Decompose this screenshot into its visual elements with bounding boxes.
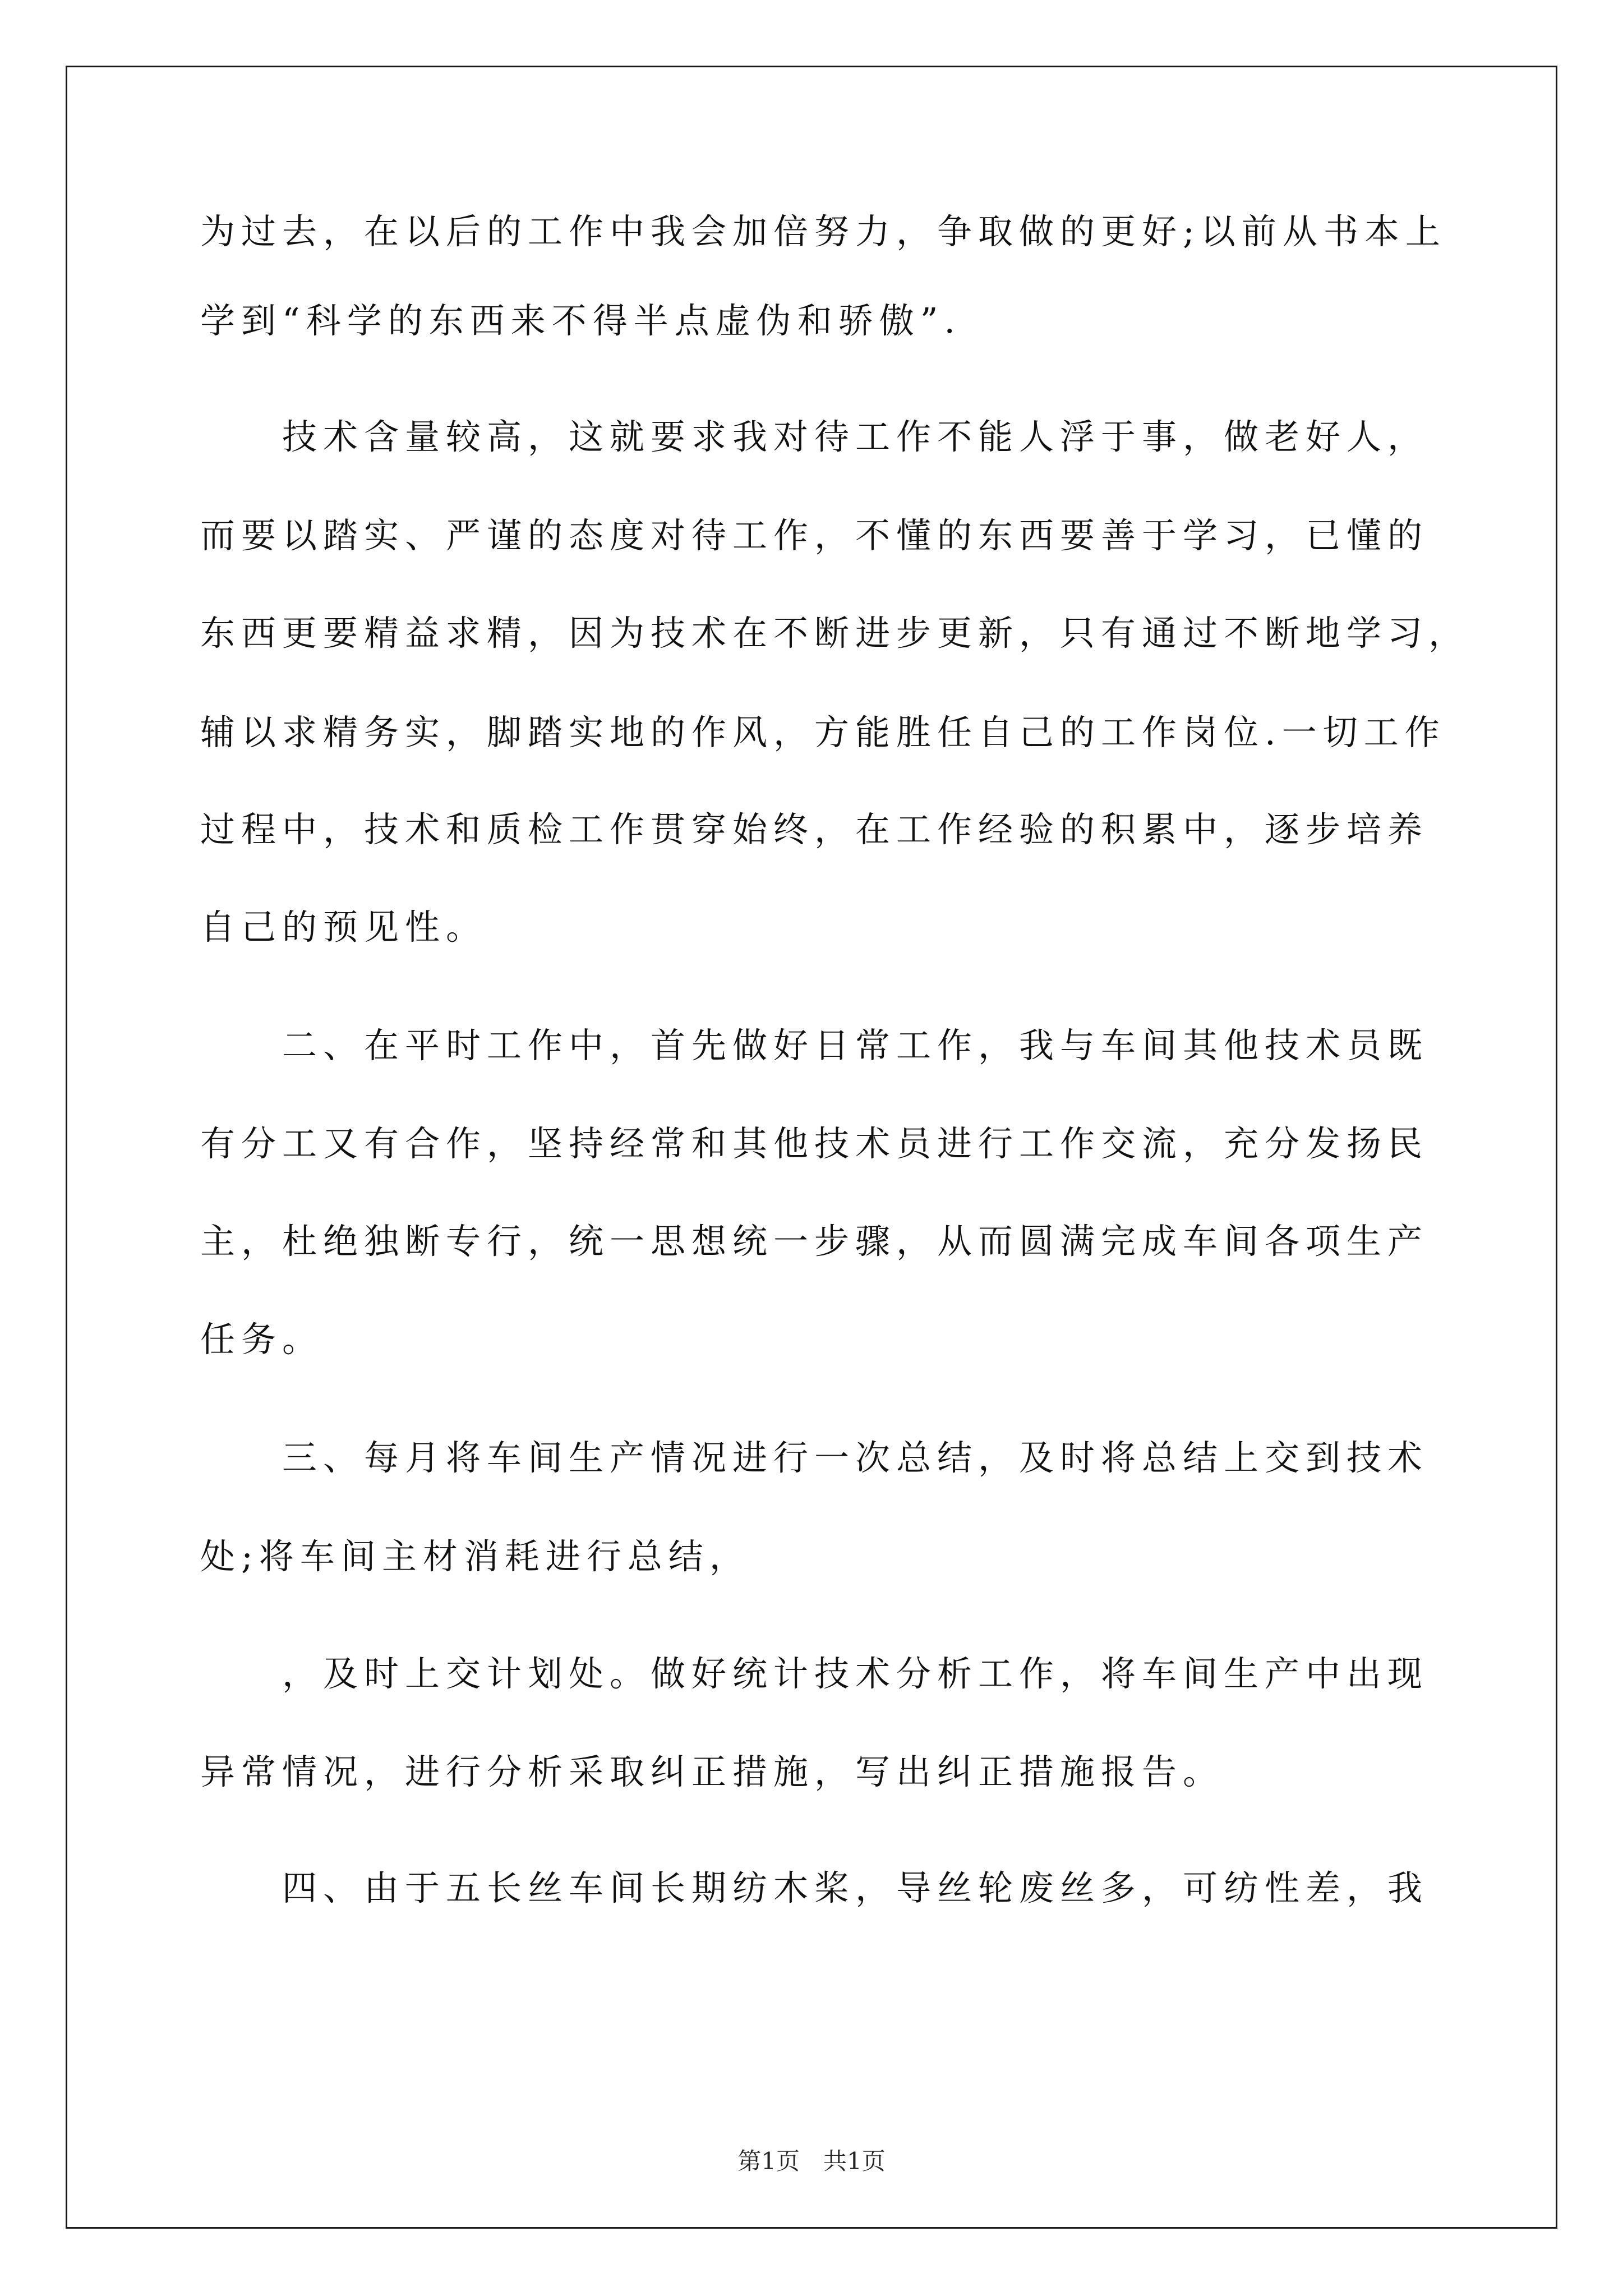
text-line: 学到“科学的东西来不得半点虚伪和骄傲”. xyxy=(200,300,962,341)
text-line: 东西更要精益求精，因为技术在不断进步更新，只有通过不断地学习， xyxy=(200,613,1470,654)
paragraph-start-line: ，及时上交计划处。做好统计技术分析工作，将车间生产中出现 xyxy=(282,1653,1429,1694)
text-line: 主，杜绝独断专行，统一思想统一步骤，从而圆满完成车间各项生产 xyxy=(200,1221,1429,1262)
text-line: 自己的预见性。 xyxy=(200,907,487,947)
text-line: 有分工又有合作，坚持经常和其他技术员进行工作交流，充分发扬民 xyxy=(200,1123,1429,1164)
paragraph-start-line: 四、由于五长丝车间长期纺木桨，导丝轮废丝多，可纺性差，我 xyxy=(282,1867,1429,1908)
text-line: 异常情况，进行分析采取纠正措施，写出纠正措施报告。 xyxy=(200,1751,1224,1792)
text-line: 任务。 xyxy=(200,1319,324,1360)
page-number-footer: 第1页 共1页 xyxy=(737,2147,886,2175)
paragraph-start-line: 三、每月将车间生产情况进行一次总结，及时将总结上交到技术 xyxy=(282,1437,1429,1478)
text-line: 而要以踏实、严谨的态度对待工作，不懂的东西要善于学习，已懂的 xyxy=(200,515,1429,556)
paragraph-start-line: 二、在平时工作中，首先做好日常工作，我与车间其他技术员既 xyxy=(282,1025,1429,1066)
text-line: 过程中，技术和质检工作贯穿始终，在工作经验的积累中，逐步培养 xyxy=(200,809,1429,850)
text-line: 辅以求精务实，脚踏实地的作风，方能胜任自己的工作岗位.一切工作 xyxy=(200,712,1446,753)
paragraph-start-line: 技术含量较高，这就要求我对待工作不能人浮于事，做老好人， xyxy=(282,416,1429,457)
text-line: 处;将车间主材消耗进行总结， xyxy=(200,1536,750,1577)
text-line: 为过去，在以后的工作中我会加倍努力，争取做的更好;以前从书本上 xyxy=(200,211,1446,252)
